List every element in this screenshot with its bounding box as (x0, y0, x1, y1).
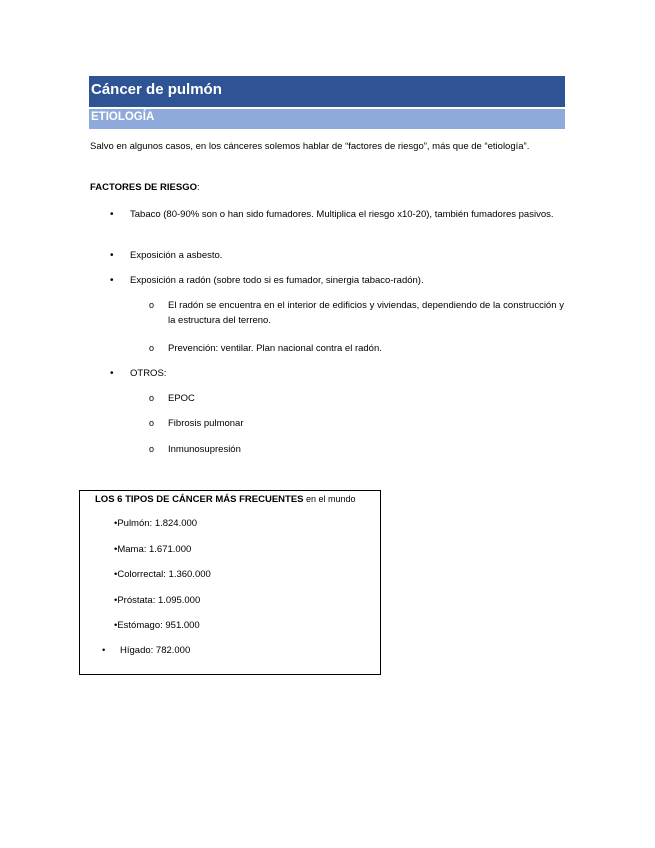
bullet-icon: • (110, 250, 114, 261)
list-item-asbesto (110, 248, 564, 263)
cancer-item-text: Colorrectal: 1.360.000 (117, 569, 211, 580)
cancer-item-higado (102, 645, 190, 656)
bullet-icon: • (114, 595, 118, 606)
cancer-item-text: Hígado: 782.000 (120, 645, 191, 656)
cancer-item-prostata (114, 595, 200, 606)
circle-bullet-icon: o (149, 418, 155, 428)
sublist-item-radon-location (149, 298, 564, 328)
circle-bullet-icon: o (149, 343, 155, 353)
sublist-item-text: Inmunosupresión (168, 444, 241, 455)
frequent-cancers-title-bold: LOS 6 TIPOS DE CÁNCER MÁS FRECUENTES (95, 494, 304, 505)
risk-factors-heading-colon: : (196, 182, 200, 193)
frequent-cancers-box (79, 490, 381, 675)
page-title: Cáncer de pulmón (89, 76, 565, 107)
cancer-item-text: Mama: 1.671.000 (117, 544, 192, 555)
sublist-item-inmunosupresion (149, 442, 564, 457)
cancer-item-colorrectal (114, 569, 211, 580)
cancer-item-text: Estómago: 951.000 (117, 620, 200, 631)
cancer-item-estomago (114, 620, 200, 631)
bullet-icon: • (114, 569, 118, 580)
bullet-icon: • (114, 620, 118, 631)
bullet-icon: • (110, 368, 114, 379)
list-item-text: Exposición a radón (sobre todo si es fumador, sinergia tabaco-radón). (130, 275, 424, 286)
sublist-item-text: Prevención: ventilar. Plan nacional contra el radón. (168, 343, 382, 354)
cancer-item-pulmon (114, 518, 197, 529)
frequent-cancers-title-rest: en el mundo (303, 494, 356, 504)
cancer-item-text: Pulmón: 1.824.000 (117, 518, 198, 529)
intro-paragraph: Salvo en algunos casos, en los cánceres solemos hablar de “factores de riesgo”, más que de “etiología”. (90, 141, 530, 152)
sublist-item-text: El radón se encuentra en el interior de edificios y viviendas, dependiendo de la construcción y la estructura del terreno. (168, 300, 564, 326)
list-item-text: OTROS: (130, 368, 167, 379)
sublist-item-fibrosis (149, 416, 564, 431)
list-item-tabaco (110, 207, 564, 222)
bullet-icon: • (102, 645, 106, 656)
risk-factors-heading (90, 182, 200, 193)
list-item-text: Tabaco (80-90% son o han sido fumadores. Multiplica el riesgo x10-20), también fumadores pasivos. (130, 209, 554, 220)
sublist-item-text: Fibrosis pulmonar (168, 418, 244, 429)
sublist-item-epoc (149, 391, 564, 406)
sublist-item-text: EPOC (168, 393, 195, 404)
circle-bullet-icon: o (149, 444, 155, 454)
frequent-cancers-title (95, 494, 356, 505)
risk-factors-heading-text: FACTORES DE RIESGO (90, 182, 197, 193)
bullet-icon: • (114, 518, 118, 529)
bullet-icon: • (114, 544, 118, 555)
cancer-item-mama (114, 544, 191, 555)
list-item-text: Exposición a asbesto. (130, 250, 223, 261)
list-item-radon (110, 273, 564, 288)
list-item-otros (110, 366, 564, 381)
circle-bullet-icon: o (149, 393, 155, 403)
bullet-icon: • (110, 275, 114, 286)
cancer-item-text: Próstata: 1.095.000 (117, 595, 201, 606)
sublist-item-radon-prevention (149, 341, 564, 356)
circle-bullet-icon: o (149, 300, 155, 310)
bullet-icon: • (110, 209, 114, 220)
section-heading-etiologia: ETIOLOGÍA (89, 109, 565, 129)
